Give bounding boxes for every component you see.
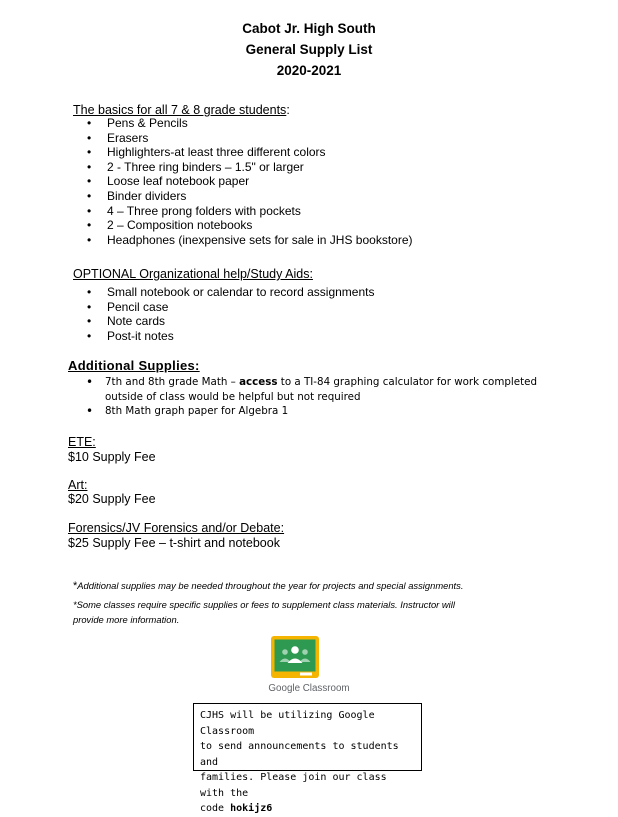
ete-fee: $10 Supply Fee — [68, 450, 156, 464]
class-code: hokijz6 — [230, 803, 273, 814]
school-name: Cabot Jr. High South — [242, 21, 376, 36]
note-text: Additional supplies may be needed throughout the year for projects and special assignments. — [77, 580, 464, 591]
additional-list — [68, 375, 598, 419]
list-item: • Binder dividers — [73, 189, 593, 204]
note-class-fees — [73, 597, 603, 627]
notice-line: families. Please join our class with the — [200, 772, 387, 799]
school-year: 2020-2021 — [276, 63, 342, 78]
list-item: • Highlighters-at least three different colors — [73, 145, 593, 160]
optional-list — [73, 285, 593, 343]
forensics-fee: $25 Supply Fee – t-shirt and notebook — [68, 536, 280, 550]
math-text-prefix: 7th and 8th grade Math – — [105, 376, 240, 388]
art-fee: $20 Supply Fee — [68, 492, 156, 506]
art-label: Art: — [68, 478, 88, 492]
basics-list — [73, 116, 593, 247]
list-item-math — [68, 375, 598, 404]
list-item: • Loose leaf notebook paper — [73, 174, 593, 189]
google-classroom-label: Google Classroom — [268, 683, 350, 694]
note-text-line2: provide more information. — [73, 614, 180, 625]
list-item: • Pencil case — [73, 300, 593, 315]
list-item-graph-paper: • 8th Math graph paper for Algebra 1 — [68, 404, 598, 419]
notice-line: CJHS will be utilizing Google Classroom — [200, 710, 375, 737]
class-code-notice — [193, 703, 422, 814]
additional-heading: Additional Supplies: — [68, 358, 200, 373]
math-text-access: access — [239, 376, 278, 388]
basics-heading-colon: : — [286, 103, 290, 117]
basics-heading: The basics for all 7 & 8 grade students — [73, 103, 287, 117]
google-classroom-icon — [271, 636, 319, 678]
optional-heading: OPTIONAL Organizational help/Study Aids: — [73, 267, 313, 281]
list-item: • 4 – Three prong folders with pockets — [73, 204, 593, 219]
math-text-line2: outside of class would be helpful but not required — [105, 390, 361, 403]
math-text-suffix: to a TI-84 graphing calculator for work completed — [277, 376, 538, 388]
list-item: • 2 - Three ring binders – 1.5" or larger — [73, 160, 593, 175]
code-prefix: code — [200, 803, 231, 814]
note-additional-supplies — [73, 578, 603, 594]
notice-line: to send announcements to students and — [200, 741, 399, 768]
note-star: * — [73, 580, 78, 592]
note-text-line1: *Some classes require specific supplies or fees to supplement class materials. Instructor will — [73, 599, 455, 610]
list-item: • Headphones (inexpensive sets for sale in JHS bookstore) — [73, 233, 593, 248]
document-title: General Supply List — [245, 42, 373, 57]
list-item: • 2 – Composition notebooks — [73, 218, 593, 233]
list-item: • Erasers — [73, 131, 593, 146]
ete-label: ETE: — [68, 435, 96, 449]
forensics-label: Forensics/JV Forensics and/or Debate: — [68, 521, 285, 535]
list-item: • Note cards — [73, 314, 593, 329]
notice-line — [200, 801, 415, 817]
list-item: • Pens & Pencils — [73, 116, 593, 131]
list-item: • Small notebook or calendar to record assignments — [73, 285, 593, 300]
list-item: • Post-it notes — [73, 329, 593, 344]
